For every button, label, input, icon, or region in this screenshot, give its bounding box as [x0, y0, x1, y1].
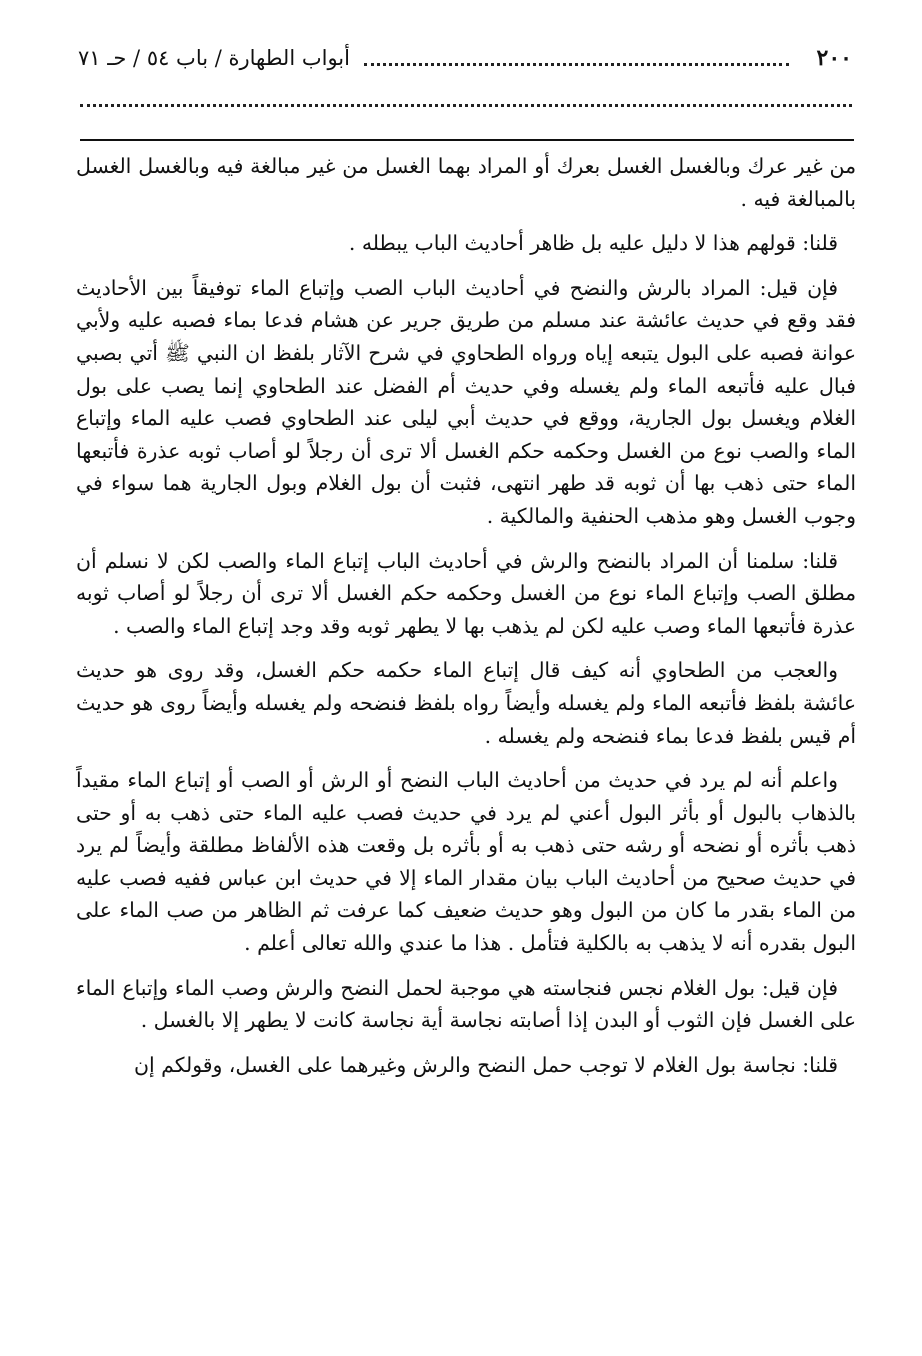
dotted-divider — [80, 104, 852, 107]
paragraph-4: قلنا: سلمنا أن المراد بالنضح والرش في أحاديث الباب إتباع الماء والصب لكن لا نسلم أن مطلق الصب وإتباع الماء نوع من الغسل وحكمه حكم الغسل ألا ترى أن رجلاً لو أصاب ثوبه عذرة فأتبعها الماء وصب عليه لكن لم يذهب بها لا يطهر ثوبه وقد وجد إتباع الماء والصب . — [76, 548, 856, 638]
running-header — [78, 40, 852, 76]
paragraph-5: والعجب من الطحاوي أنه كيف قال إتباع الماء حكمه حكم الغسل، وقد روى هو حديث عائشة بلفظ فأتبعه الماء ولم يغسله وأيضاً رواه بلفظ فنضحه ولم يغسله وأيضاً روى هو حديث أم قيس بلفظ فدعا بماء فنضحه ولم يغسله . — [76, 658, 856, 748]
paragraph-2: قلنا: قولهم هذا لا دليل عليه بل ظاهر أحاديث الباب يبطله . — [348, 231, 838, 256]
page-body — [76, 150, 856, 1093]
header-title: أبواب الطهارة / باب ٥٤ / حـ ٧١ — [78, 46, 350, 70]
page-number: ٢٠٠ — [816, 45, 852, 71]
paragraph-1: من غير عرك وبالغسل الغسل بعرك أو المراد بهما الغسل من غير مبالغة فيه وبالغسل الغسل بالمبالغة فيه . — [76, 154, 856, 211]
header-leader-dots — [364, 63, 789, 66]
paragraph-3: فإن قيل: المراد بالرش والنضح في أحاديث الباب الصب وإتباع الماء توفيقاً بين الأحاديث فقد وقع في حديث عائشة عند مسلم من طريق جرير عن هشام فدعا بماء فصبه عليه ولأبي عوانة فصبه على البول يتبعه إياه ورواه الطحاوي في شرح الآثار بلفظ ان النبي ﷺ أتي بصبي فبال عليه فأتبعه الماء ولم يغسله وفي حديث أم الفضل عند الطحاوي إنما يصب على بول الغلام ويغسل بول الجارية، ووقع في حديث أبي ليلى عند الطحاوي فصب عليه الماء وإتباع الماء والصب نوع من الغسل وحكمه حكم الغسل ألا ترى أن رجلاً لو أصاب ثوبه عذرة فأتبعها الماء حتى ذهب بها أن ثوبه قد طهر انتهى، فثبت أن بول الغلام وبول الجارية هما سواء في وجوب الغسل وهو مذهب الحنفية والمالكية . — [76, 275, 856, 528]
paragraph-6: واعلم أنه لم يرد في حديث من أحاديث الباب النضح أو الرش أو الصب أو إتباع الماء مقيداً بالذهاب بالبول أو بأثر البول أعني لم يرد في حديث فصب عليه الماء حتى ذهب به أو حتى ذهب بأثره أو نضحه أو رشه حتى ذهب به أو بأثره بل وقعت هذه الألفاظ مطلقة وأيضاً لم يرد في حديث صحيح من أحاديث الباب بيان مقدار الماء إلا في حديث ابن عباس ففيه فصب عليه من الماء بقدر ما كان من البول وهو حديث ضعيف كما عرفت ثم الظاهر من صب الماء على البول بقدره أنه لا يذهب به بالكلية فتأمل . هذا ما عندي والله تعالى أعلم . — [76, 768, 856, 956]
horizontal-rule — [80, 139, 854, 141]
paragraph-8: قلنا: نجاسة بول الغلام لا توجب حمل النضح والرش وغيرهما على الغسل، وقولكم إن — [134, 1052, 838, 1077]
paragraph-7: فإن قيل: بول الغلام نجس فنجاسته هي موجبة لحمل النضح والرش وصب الماء وإتباع الماء على الغسل فإن الثوب أو البدن إذا أصابته نجاسة أية نجاسة كانت لا يطهر إلا بالغسل . — [76, 975, 856, 1033]
